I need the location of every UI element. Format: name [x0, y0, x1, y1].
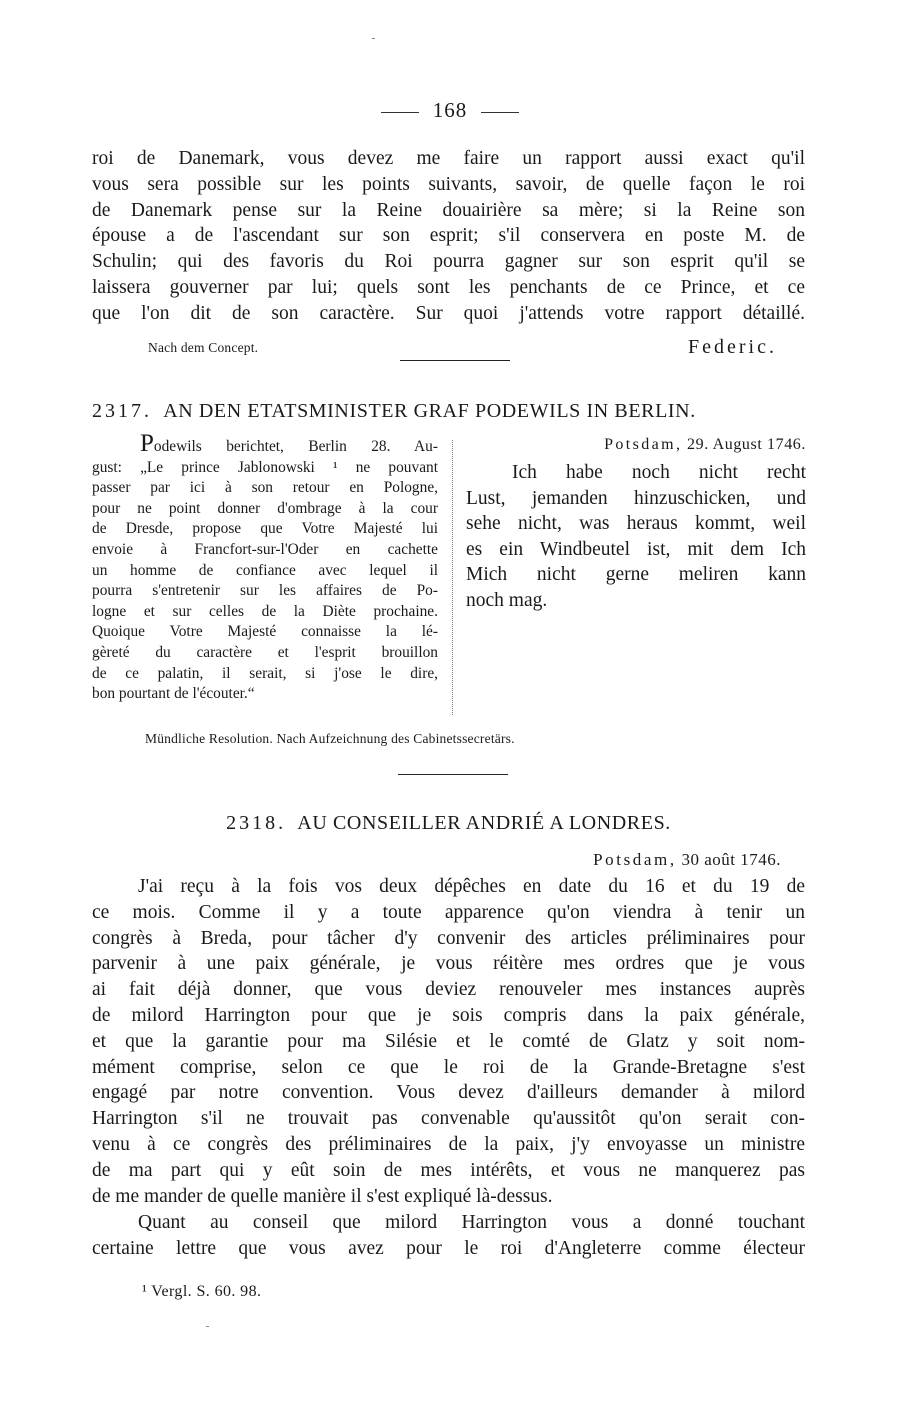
- letter-number: 2317.: [92, 400, 152, 422]
- text-line: pour ne point donner d'ombrage à la cour: [92, 499, 438, 517]
- text-line: vous sera possible sur les points suivants, savoir, de quelle façon le roi: [92, 173, 805, 195]
- page-number-dash-left: [381, 112, 419, 113]
- text-line: Quant au conseil que milord Harrington vous a donné touchant: [138, 1212, 805, 1233]
- page-number: [0, 98, 900, 123]
- text-line: es ein Windbeutel ist, mit dem Ich: [466, 538, 806, 560]
- text-line: sehe nicht, was heraus kommt, weil: [466, 513, 806, 535]
- text-line: de me mander de quelle manière il s'est expliqué là-dessus.: [92, 1185, 553, 1207]
- page-number-value: 168: [432, 98, 468, 122]
- text-line: ai fait déjà donner, que vous deviez renouveler mes instances auprès: [92, 979, 805, 1001]
- letter-2318-paragraph-2: [92, 1210, 805, 1262]
- letter-2317-resolution-column: [466, 436, 806, 614]
- text-line: Harrington s'il ne trouvait pas convenable qu'aussitôt qu'on serait con-: [92, 1108, 805, 1130]
- dateline-place: Potsdam,: [604, 436, 683, 453]
- letter-title: AU CONSEILLER ANDRIÉ A LONDRES.: [297, 812, 671, 834]
- drop-cap: P: [140, 430, 154, 457]
- text-line-first: [92, 430, 438, 458]
- dateline-date: 29. August 1746.: [687, 436, 806, 453]
- text-line: que l'on dit de son caractère. Sur quoi j'attends votre rapport détaillé.: [92, 302, 805, 324]
- text-line: Lust, jemanden hinzuschicken, und: [466, 487, 806, 509]
- text-line: gèreté du caractère et l'esprit brouillon: [92, 643, 438, 661]
- text-line: envoie à Francfort-sur-l'Oder en cachette: [92, 540, 438, 558]
- text-line: laissera gouverner par lui; quels sont les penchants de ce Prince, et ce: [92, 276, 805, 298]
- page-number-dash-right: [481, 112, 519, 113]
- letter-2317-source-note: Mündliche Resolution. Nach Aufzeichnung des Cabinetssecretärs.: [145, 731, 515, 746]
- text-line: logne et sur celles de la Diète prochaine.: [92, 602, 438, 620]
- footnote: ¹ Vergl. S. 60. 98.: [142, 1283, 262, 1300]
- text-line: épouse a de l'ascendant sur son esprit; s'il conservera en poste M. de: [92, 225, 805, 247]
- text-line: un homme de confiance avec lequel il: [92, 561, 438, 579]
- letter-number: 2318.: [226, 812, 287, 834]
- text-line: J'ai reçu à la fois vos deux dépêches en date du 16 et du 19 de: [138, 876, 805, 897]
- text-line: congrès à Breda, pour tâcher d'y convenir des articles préliminaires pour: [92, 927, 805, 949]
- intro-source-note: Nach dem Concept.: [148, 340, 259, 355]
- column-divider: [452, 440, 453, 715]
- text-line: engagé par notre convention. Vous devez d'ailleurs demander à milord: [92, 1082, 805, 1104]
- text-line: de ce palatin, il serait, si j'ose le dire,: [92, 664, 438, 682]
- letter-2317-heading: [92, 400, 805, 423]
- text-line: gust: „Le prince Jablonowski ¹ ne pouvant: [92, 458, 438, 476]
- text-line: passer par ici à son retour en Pologne,: [92, 479, 438, 497]
- dateline-date: 30 août 1746.: [681, 850, 781, 869]
- text-line: Quoique Votre Majesté connaisse la lé-: [92, 623, 438, 641]
- text-line: ce mois. Comme il y a toute apparence qu'on viendra à tenir un: [92, 901, 805, 923]
- letter-2318-paragraph-1: [92, 874, 805, 1209]
- text-line: venu à ce congrès des préliminaires de la paix, j'y envoyasse un ministre: [92, 1133, 805, 1155]
- text-line: de Danemark pense sur la Reine douairière sa mère; si la Reine son: [92, 199, 805, 221]
- speck-mark: [206, 1326, 209, 1327]
- letter-title: AN DEN ETATSMINISTER GRAF PODEWILS IN BERLIN.: [163, 400, 696, 422]
- text-line: de milord Harrington pour que je sois compris dans la paix générale,: [92, 1004, 805, 1026]
- text-line: noch mag.: [466, 589, 548, 611]
- text-line: de ma part qui y eût soin de mes intérêts, et vous ne manquerez pas: [92, 1159, 805, 1181]
- text-line: mément comprise, selon ce que le roi de la Grande-Bretagne s'est: [92, 1056, 805, 1078]
- signature: Federic.: [688, 336, 777, 358]
- text-line: odewils berichtet, Berlin 28. Au-: [153, 438, 438, 455]
- text-line: de Dresde, propose que Votre Majesté lui: [92, 520, 438, 538]
- text-line: pourra s'entretenir sur les affaires de Po-: [92, 582, 438, 600]
- dateline-place: Potsdam,: [593, 850, 677, 869]
- letter-2317-report-column: [92, 430, 438, 705]
- intro-paragraph: [92, 146, 805, 327]
- dateline: [466, 436, 806, 454]
- speck-mark: [372, 38, 375, 39]
- text-line: Ich habe noch nicht recht: [512, 462, 806, 483]
- section-rule: [400, 360, 510, 361]
- resolution-text: [466, 460, 806, 614]
- text-line: bon pourtant de l'écouter.“: [92, 685, 255, 703]
- text-line: parvenir à une paix générale, je vous réitère mes ordres que je vous: [92, 953, 805, 975]
- text-line: certaine lettre que vous avez pour le roi d'Angleterre comme électeur: [92, 1237, 805, 1259]
- text-line: roi de Danemark, vous devez me faire un rapport aussi exact qu'il: [92, 148, 805, 169]
- text-line: Mich nicht gerne meliren kann: [466, 564, 806, 586]
- section-rule: [398, 774, 508, 775]
- letter-2318-dateline: [92, 850, 781, 870]
- letter-2318-heading: [92, 812, 805, 835]
- text-line: Schulin; qui des favoris du Roi pourra gagner sur son esprit qu'il se: [92, 251, 805, 273]
- text-line: et que la garantie pour ma Silésie et le comté de Glatz y soit nom-: [92, 1030, 805, 1052]
